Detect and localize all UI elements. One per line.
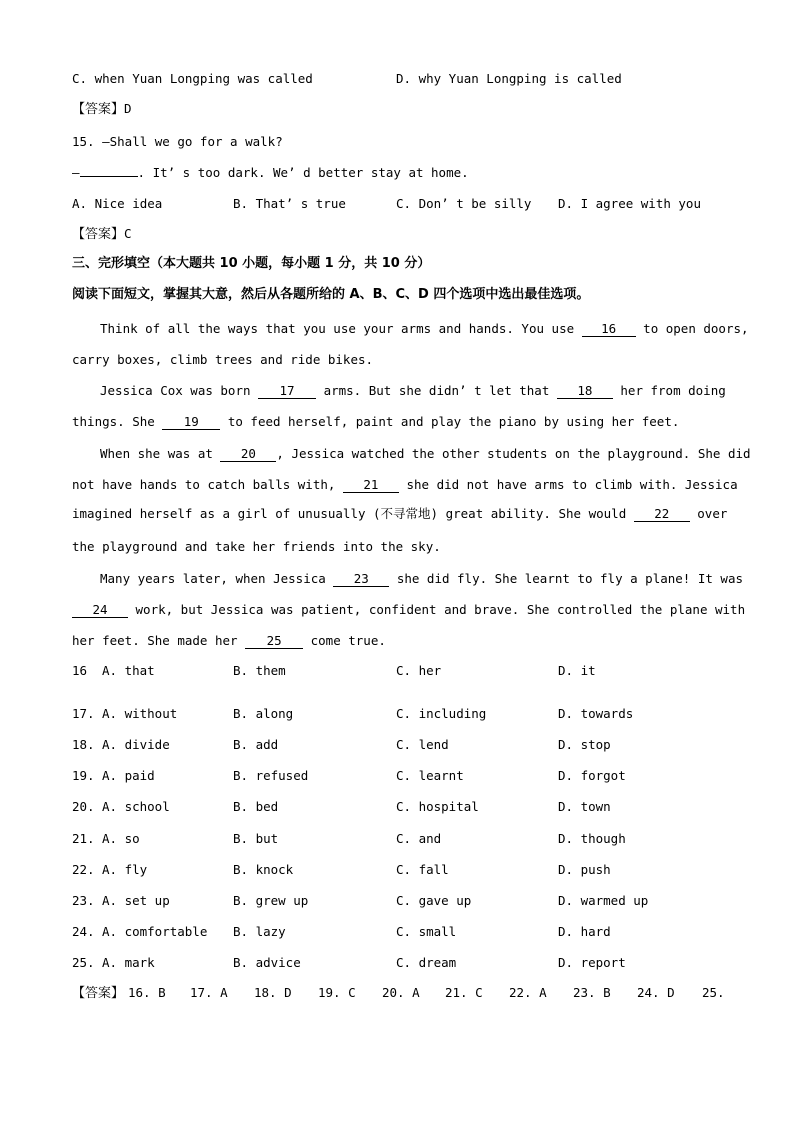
q15-option-a: A. Nice idea bbox=[72, 196, 163, 211]
option-b: B. them bbox=[233, 663, 286, 678]
option-a: A. divide bbox=[102, 737, 170, 752]
option-b: B. grew up bbox=[233, 893, 309, 908]
option-number: 23. bbox=[72, 893, 95, 908]
answer-item: 16. B bbox=[128, 985, 166, 1000]
passage-line: Jessica Cox was born 17 arms. But she didn’ t let that 18 her from doing bbox=[100, 383, 726, 398]
answer-key bbox=[72, 985, 725, 1002]
q14-option-d: D. why Yuan Longping is called bbox=[396, 71, 622, 86]
answer-item: 23. B bbox=[573, 985, 611, 1000]
blank-21: 21 bbox=[343, 478, 399, 493]
passage-line: 24 work, but Jessica was patient, confident and brave. She controlled the plane with bbox=[72, 602, 745, 618]
blank-17: 17 bbox=[258, 384, 316, 399]
passage-line: Many years later, when Jessica 23 she did fly. She learnt to fly a plane! It was bbox=[100, 571, 744, 586]
passage-line: the playground and take her friends into the sky. bbox=[72, 539, 441, 554]
option-b: B. bed bbox=[233, 799, 279, 814]
option-number: 20. bbox=[72, 799, 95, 814]
passage-line: Think of all the ways that you use your arms and hands. You use 16 to open doors, bbox=[100, 321, 749, 336]
option-a: A. set up bbox=[102, 893, 170, 908]
q15-option-c: C. Don’ t be silly bbox=[396, 196, 532, 211]
option-number: 22. bbox=[72, 862, 95, 877]
option-b: B. add bbox=[233, 737, 279, 752]
option-c: C. small bbox=[396, 924, 457, 939]
answer-item: 22. A bbox=[509, 985, 547, 1000]
option-a: A. mark bbox=[102, 955, 155, 970]
dash: — bbox=[72, 165, 80, 180]
passage-line: not have hands to catch balls with, 21 she did not have arms to climb with. Jessica bbox=[72, 477, 738, 492]
option-c: C. fall bbox=[396, 862, 449, 877]
blank-23: 23 bbox=[333, 572, 389, 587]
answer-item: 19. C bbox=[318, 985, 356, 1000]
option-c: C. lend bbox=[396, 737, 449, 752]
option-d: D. push bbox=[558, 862, 611, 877]
option-c: C. learnt bbox=[396, 768, 464, 783]
blank-24: 24 bbox=[72, 603, 128, 618]
option-d: D. stop bbox=[558, 737, 611, 752]
option-a: A. paid bbox=[102, 768, 155, 783]
q14-answer bbox=[72, 101, 132, 118]
passage-line: imagined herself as a girl of unusually (不寻常地) great ability. She would 22 over bbox=[72, 506, 728, 521]
passage-line: carry boxes, climb trees and ride bikes. bbox=[72, 352, 374, 367]
answer-tag: 【答案】 bbox=[72, 227, 125, 242]
option-b: B. refused bbox=[233, 768, 309, 783]
answer-item: 21. C bbox=[445, 985, 483, 1000]
answer-item: 18. D bbox=[254, 985, 292, 1000]
q15-reply-text: . It’ s too dark. We’ d better stay at home. bbox=[137, 165, 469, 180]
option-a: A. so bbox=[102, 831, 140, 846]
blank-16: 16 bbox=[582, 322, 636, 337]
blank-20: 20 bbox=[220, 447, 276, 462]
option-number: 25. bbox=[72, 955, 95, 970]
q15-answer bbox=[72, 226, 132, 243]
option-number: 18. bbox=[72, 737, 95, 752]
answer-item: 17. A bbox=[190, 985, 228, 1000]
blank-22: 22 bbox=[634, 507, 690, 522]
blank-18: 18 bbox=[557, 384, 613, 399]
answer-tag: 【答案】 bbox=[72, 986, 125, 1001]
q15-stem: 15. —Shall we go for a walk? bbox=[72, 134, 283, 149]
answer-item: 20. A bbox=[382, 985, 420, 1000]
option-c: C. her bbox=[396, 663, 442, 678]
answer-item: 25. bbox=[702, 985, 725, 1000]
option-number: 19. bbox=[72, 768, 95, 783]
option-d: D. warmed up bbox=[558, 893, 649, 908]
option-d: D. town bbox=[558, 799, 611, 814]
option-a: A. without bbox=[102, 706, 178, 721]
q15-blank bbox=[80, 176, 138, 177]
option-d: D. though bbox=[558, 831, 626, 846]
option-a: A. school bbox=[102, 799, 170, 814]
q15-option-b: B. That’ s true bbox=[233, 196, 346, 211]
q15-reply bbox=[72, 165, 469, 181]
option-number: 24. bbox=[72, 924, 95, 939]
option-d: D. towards bbox=[558, 706, 634, 721]
option-a: A. fly bbox=[102, 862, 148, 877]
answer-value: D bbox=[124, 101, 132, 116]
answer-tag: 【答案】 bbox=[72, 102, 125, 117]
option-c: C. hospital bbox=[396, 799, 479, 814]
option-d: D. forgot bbox=[558, 768, 626, 783]
option-d: D. report bbox=[558, 955, 626, 970]
section-title: 三、完形填空（本大题共 10 小题，每小题 1 分，共 10 分） bbox=[72, 256, 431, 271]
option-d: D. it bbox=[558, 663, 596, 678]
option-b: B. advice bbox=[233, 955, 301, 970]
option-number: 17. bbox=[72, 706, 95, 721]
option-c: C. gave up bbox=[396, 893, 472, 908]
option-b: B. knock bbox=[233, 862, 294, 877]
option-a: A. comfortable bbox=[102, 924, 208, 939]
option-number: 16 bbox=[72, 663, 88, 678]
option-a: A. that bbox=[102, 663, 155, 678]
blank-19: 19 bbox=[162, 415, 220, 430]
option-number: 21. bbox=[72, 831, 95, 846]
passage-line: things. She 19 to feed herself, paint and play the piano by using her feet. bbox=[72, 414, 680, 429]
option-b: B. but bbox=[233, 831, 279, 846]
section-instruction: 阅读下面短文，掌握其大意，然后从各题所给的 A、B、C、D 四个选项中选出最佳选项。 bbox=[72, 287, 590, 302]
option-b: B. along bbox=[233, 706, 294, 721]
option-c: C. including bbox=[396, 706, 487, 721]
passage-line: her feet. She made her 25 come true. bbox=[72, 633, 386, 648]
answer-item: 24. D bbox=[637, 985, 675, 1000]
q15-option-d: D. I agree with you bbox=[558, 196, 701, 211]
option-d: D. hard bbox=[558, 924, 611, 939]
option-c: C. and bbox=[396, 831, 442, 846]
blank-25: 25 bbox=[245, 634, 303, 649]
q14-option-c: C. when Yuan Longping was called bbox=[72, 71, 313, 86]
option-b: B. lazy bbox=[233, 924, 286, 939]
passage-line: When she was at 20 , Jessica watched the other students on the playground. She did bbox=[100, 446, 751, 461]
answer-value: C bbox=[124, 226, 132, 241]
option-c: C. dream bbox=[396, 955, 457, 970]
